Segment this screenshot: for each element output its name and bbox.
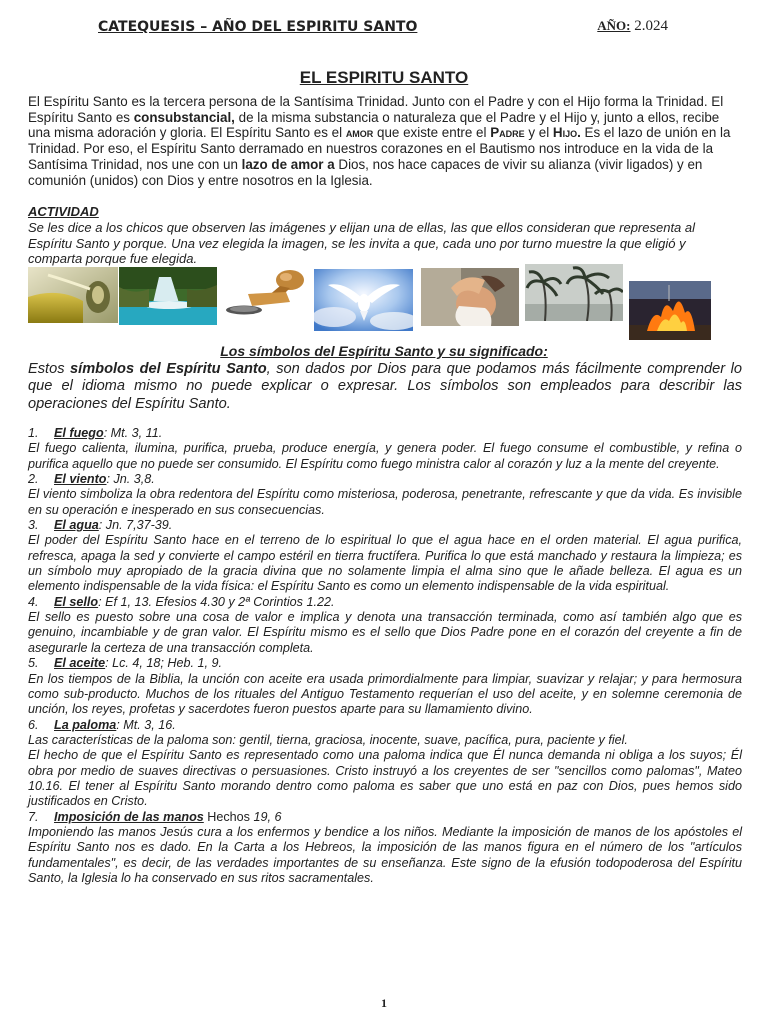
activity-heading: ACTIVIDAD [28,204,99,219]
symbol-text: El fuego calienta, ilumina, purifica, prueba, produce energía, y genera poder. El fuego consume el combustible, y refina o purifica aquello que no puede ser consumido. El Espíritu como fuego ministra calor al corazón y luz a la mente del creyente. [28,441,742,471]
symbol-heading [28,595,742,610]
hands-image [421,268,519,326]
header-title: CATEQUESIS – AÑO DEL ESPIRITU SANTO [98,19,418,35]
symbol-number: 5. [28,656,39,671]
header-year [597,18,668,35]
intro-smallcaps: Padre [490,125,525,141]
symbol-ref: : Mt. 3, 16. [116,717,176,732]
symbol-number: 6. [28,717,39,732]
intro-text: de la misma substancia o naturaleza que el Padre y el Hijo y, junto a ellos, recibe una misma adoración y gloria. El Espíritu Santo es el [28,109,720,141]
symbol-heading [28,518,742,533]
symbol-text: Las características de la paloma son: gentil, tierna, graciosa, inocente, suave, pacífica, pura, paciente y fiel. [28,732,628,747]
symbol-ref: : Ef 1, 13. Efesios 4.30 y 2ª Corintios 1.22. [98,594,335,609]
intro-text: y el [524,125,553,141]
wind-image [525,264,623,321]
oil-image [28,267,118,323]
intro-text: El Espíritu Santo es la tercera persona de la Santísima Trinidad. Junto con el Padre y con el Hijo forma la Trinidad. El Espíritu Santo es [28,94,724,125]
water-image [119,267,217,325]
page-number: 1 [381,996,387,1010]
intro-smallcaps: Hijo. [552,125,581,141]
symbol-number: 4. [28,594,39,609]
symbol-ref: 19, 6 [253,809,282,824]
symbol-name: El viento [54,472,107,487]
intro-smallcaps: amor [345,125,374,141]
symbol-number: 7. [28,809,39,824]
dove-image [314,269,413,331]
symbol-text: Imponiendo las manos Jesús cura a los enfermos y bendice a los niños. Mediante la imposición de manos de los apóstoles el Espíritu Santo nos es dado. En la Carta a los Hebreos, la imposición de las manos figura en el número de los "artículos fundamentales", es decir, de las verdades importantes de su enseñanza. Este signo de la efusión todopoderosa del Espíritu Santo, la Iglesia lo ha conservado en sus ritos sacramentales. [28,824,742,885]
symbol-name: El aceite [54,656,106,671]
year-value: 2.024 [634,18,668,34]
symbol-name: El fuego [54,426,104,440]
intro-bold: consubstancial, [133,109,235,125]
symbol-text: En los tiempos de la Biblia, la unción con aceite era usada primordialmente para limpiar, suavizar y relajar; y para hermosura como sub-producto. Muchos de los rituales del Antiguo Testamento requerían el uso del aceite, y en solemne ceremonia de unción, los reyes, profetas y sacerdotes fueron puestos aparte para su llamamiento divino. [28,671,742,717]
intro-text: que existe entre el [373,125,491,141]
symbol-number: 3. [28,518,39,533]
symbol-name: El sello [54,594,99,609]
year-label: AÑO: [597,18,631,33]
symbol-name: Imposición de las manos [54,809,204,824]
symbol-number: 2. [28,472,39,487]
intro-bold: lazo de amor a [241,156,335,172]
symbol-name: La paloma [54,717,117,732]
symbols-list [28,426,742,886]
page-title: EL ESPIRITU SANTO [299,68,469,87]
symbol-text: El hecho de que el Espíritu Santo es representado como una paloma indica que Él nunca demanda ni obliga a los suyos; Él obra por medio de suaves directivas o persuasiones. Cristo instruyó a los creyentes de ser "sencillos como palomas", Mateo 10.16. El tener al Espíritu Santo morando dentro como paloma es saber que uno está en paz con Dios, pues hemos sido justificados en Cristo. [28,748,742,809]
symbol-heading [28,810,742,825]
fire-image [629,281,711,340]
seal-image [220,268,308,318]
symbol-heading [28,426,742,441]
symbol-ref: : Jn. 7,37-39. [98,518,173,533]
page-header [98,19,668,39]
symbol-ref: : Jn. 3,8. [106,472,155,487]
symbol-heading [28,472,742,487]
activity-text: Se les dice a los chicos que observen las imágenes y elijan una de ellas, las que ellos consideran que representa al Espíritu Santo y porque. Una vez elegida la imagen, se les invita a que, cada uno por turno muestre la que eligió y comparta porque fue elegida. [28,220,696,266]
lead-bold: símbolos del Espíritu Santo [70,361,267,377]
symbol-text: El viento simboliza la obra redentora del Espíritu como misteriosa, poderosa, penetrante, refrescante y que da vida. Es invisible en su operación e inesperado en sus consecuencias. [28,487,742,517]
symbol-number: 1. [28,426,39,440]
symbol-ref: Hechos [203,809,254,824]
symbol-heading [28,718,742,733]
symbol-ref: : Mt. 3, 11. [103,426,163,440]
lead-text: Estos [28,361,71,377]
symbol-text: El poder del Espíritu Santo hace en el terreno de lo espiritual lo que el agua hace en el orden material. El agua purifica, refresca, apaga la sed y convierte el campo estéril en tierra fructífera. Purifica lo que está manchado y restaura la limpieza; es un símbolo muy apropiado de la gracia divina que no solamente limpia el alma sino que le añade belleza. El agua es un elemento indispensable de la vida física: el Espíritu Santo es como un elemento indispensable de la vida espiritual. [28,533,742,594]
lead-text: , son dados por Dios para que podamos más fácilmente comprender lo que el idioma mismo no puede explicar o expresar. Los símbolos son empleados para describir las operaciones del Espíritu Santo. [28,361,742,412]
intro-text: Dios, nos hace capaces de vivir su alianza (vivir ligados) y en comunión (unidos) con Dios y entre nosotros en la Iglesia. [28,156,703,188]
symbols-heading: Los símbolos del Espíritu Santo y su significado: [220,343,548,359]
symbol-text: El sello es puesto sobre una cosa de valor e implica y denota una transacción terminada, como así también algo que es genuino, incambiable y de gran valor. El Espíritu mismo es el sello que Dios Padre pone en el corazón del creyente a fin de asegurarle la certeza de una transacción completa. [28,610,742,655]
intro-paragraph [28,94,740,188]
symbol-heading [28,656,742,671]
symbols-lead [28,361,742,413]
symbol-ref: : Lc. 4, 18; Heb. 1, 9. [105,656,223,671]
intro-text: Es el lazo de unión en la Trinidad. Por eso, el Espíritu Santo derramado en nuestros corazones en el Bautismo nos introduce en la vida de la Santísima Trinidad, nos une con un [28,125,731,172]
symbol-name: El agua [54,518,99,533]
